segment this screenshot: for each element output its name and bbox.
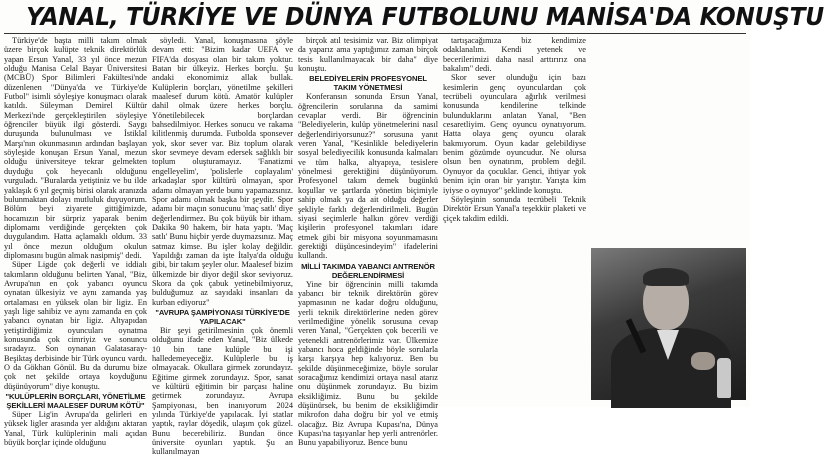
subheading: "KULÜPLERİN BORÇLARI, YÖNETİLME ŞEKİLLERİ MAALESEF DURUM KÖTÜ" [5,392,146,411]
paragraph: Konferansın sonunda Ersun Yanal, öğrencilerin sorularına da samimi cevaplar verdi. Bir öğrencinin "Belediyelerin, kulüp yönetmelerini nasıl değerlendiriyorsunuz?" sorusuna yanıt veren Yanal, "Kesinlikle belediyelerin sosyal belediyecilik konusunda kalmaları ve tüm halka, altyapıya, tesislere yönelmesi gerektiğini düşünüyorum. Profesyonel takım demek bugünkü koşullar ve şartlarda yönetim biçimiyle sahip olmak ya da ait olduğu değerler şekliyle farklı değerlendirilmeli. Bugün siyasi seçimlerle halkın görev verdiği kişilerin profesyonel takımları idare etmek gibi bir misyona soyunmamasını gerektiği düşüncesindeyim" ifadelerini kullandı. [298,92,438,261]
speaker-photo [591,248,746,400]
photo-hair-shape [643,268,689,286]
paragraph: Bir şeyi getirilmesinin çok önemli olduğunu ifade eden Yanal, "Biz ülkede 10 bin tane kulüple bu işi halledemeyeceğiz. Kulüplerle bu iş olmayacak. Okullara girmek zorundayız. Eğitime girmek zorundayız. Spor, sanat ve kültürü eğitimin bir parçası haline getirmek zorundayız. Avrupa Şampiyonası, ben inanıyorum 2024 yılında Türkiye'de yapılacak. İyi statlar yaptık, raylar döşedik, ulaşım çok güzel. Bunu becerebiliriz. Bundan önce üniversite oyunları yaptık. Şu an kullanılmayan [152,325,293,457]
paragraph: Türkiye'de başta milli takım olmak üzere birçok kulüpte teknik direktörlük yapan Ersun Yanal, 33 yıl önce mezun olduğu Manisa Celal Bayar Üniversitesi (MCBÜ) Spor Bilimleri Fakültesi'nde düzenlenen "Dünya'da ve Türkiye'de Futbol" isimli söyleşiye konuşmacı olarak katıldı. Süleyman Demirel Kültür Merkezi'nde gerçekleştirilen söyleşiye öğrenciler büyük ilgi gösterdi. Saygı duruşunda bulunulması ve İstiklal Marşı'nın okunmasının ardından başlayan söyleşide konuşan Ersun Yanal, mezun olduğu üniversiteye tekrar gelmekten duyduğu çok heyecanlı olduğunu vurguladı. "Buralarda yetiştiniz ve bu ilde yaklaşık 6 yıl geçmiş birisi olarak aranızda bulunmaktan dolayı mutluluk duyuyorum. Bölüm beyi ziyarete gittiğimizde, hocamızın bir sürpriz yaparak benim diplomamı verdiğinde gerçekten çok duygulandım. Hatta açlamaklı oldum. 33 yıl önce mezun olduğum okulun diplomasını bugün almak nasipmiş" dedi. [4,36,147,260]
column-3 [298,36,438,448]
paragraph: Söyleşinin sonunda tecrübeli Teknik Direktör Ersun Yanal'a teşekkür plaketi ve çiçek takdim edildi. [443,194,586,223]
water-bottle-icon [717,358,731,398]
subheading: MİLLİ TAKIMDA YABANCI ANTRENÖR DEĞERLENDİRMESİ [301,261,435,280]
subheading: "AVRUPA ŞAMPİYONASI TÜRKİYE'DE YAPILACAK" [155,307,290,326]
paragraph: birçok atıl tesisimiz var. Biz olimpiyat da yaparız ama yaptığımız zaman birçok tesis kullanılmayacak bir daha" diye konuştu. [298,36,438,74]
column-2 [152,36,293,457]
headline: YANAL, TÜRKİYE VE DÜNYA FUTBOLUNU MANİSA'DA KONUŞTU [26,2,824,31]
photo-hand-shape [691,352,715,370]
paragraph: Skor sever olunduğu için bazı kesimlerin genç oyunculardan çok tecrübeli oyunculara ağırlık verilmesi konusunda kendilerine telkinde bulunduklarını anlatan Yanal, "Ben cesaretliyim. Genç oyuncu oynatıyorum. Hatta olaya genç oyuncu olarak bakmıyorum. Oyun kadar gelebildiyse benim gözümde oyuncudur. Ne olursa olsun ben oynatırım, problem değil. Oynuyor da çocuklar. Genci, ihtiyar yok benim için oran bir yarıştır. Yarışta kim iyiyse o oynuyor" şeklinde konuştu. [443,73,586,195]
paragraph: Süper Ligde çok değerli ve iddialı takımların olduğunu belirten Yanal, "Biz, Avrupa'nın en çok yabancı oyuncu oynatan ülkesiyiz ve aynı zamanda yaş ortalaması en yüksek olan bir ligiz. En yaşlı lige sahibiz ve aynı zamanda en çok yabancı oynatan bir ligiz. Altyapıdan yetiştirdiğimiz oyuncuları oynatma konusunda çok cimriyiz ve sonuncu sıradayız. Son oynanan Galatasaray-Beşiktaş derbisinde bir Türk oyuncu vardı. O da Gökhan Gönül. Bu da durumu bize çok net şekilde ortaya koyduğunu düşünüyorum" diye konuştu. [4,260,147,391]
paragraph: Süper Lig'in Avrupa'da gelirleri en yüksek ligler arasında yer aldığını aktaran Yanal, Türk kulüplerinin mali açıdan büyük borçlar içinde olduğunu [4,410,147,448]
subheading: BELEDİYELERİN PROFESYONEL TAKIM YÖNETMESİ [309,74,427,93]
paragraph: söyledi. Yanal, konuşmasına şöyle devam etti: "Bizim kadar UEFA ve FIFA'da dosyası olan bir takım yoktur. Batan bir ülkeyiz. Herkes borçlu. Şu andaki ekonomimiz allak bullak. Kulüplerin borçları, yönetilme şekilleri maalesef durum kötü. Amatör kulüpler dahil olmak üzere herkes borçlu. Yönetilebilecek borçlardan bahsedilmiyor. Herkes sonucu ve rakama kilitlenmiş durumda. Futbolda sponsever yok, skor sever var. Biz toplum olarak skor sevmeye devam edersek sağlıklı bir toplum oluşturamayız. 'Fanatizmi engelleyelim', 'polislerle coplayalım' arkadaşlar spor kültürü olmayan, spor adamı olmayan yerde bunu yapamazsınız. Spor adamı olmak başka bir şeydir. Spor adamı bir maçın sonucunu 'maç satlı' diye değerlendirmez. Bu çok büyük bir itham. Dakika 90 hakem, bir hata yaptı. 'Maç satlı' Bunu hiçbir yerde duymazsınız. Maç satmaz kimse. Bu işler kolay değildir. Yapıldığı zaman da işte İtalya'da olduğu gibi, bir takım şeyler olur. Maalesef bizim ülkemizde bir diyor değil skor seviyoruz. Skora da çok çabuk yetinebilmiyoruz, bulduğumuz az sayıdaki insanları da kurban ediyoruz" [152,36,293,307]
paragraph: Yine bir öğrencinin milli takımda yabancı bir teknik direktörün görev yapmasının ne kadar doğru olduğunu, yerli teknik direktörlerine neden görev verilmediğine yönelik sorusuna cevap veren Yanal, "Gerçekten çok becerili ve yetenekli antrenörlerimiz var. Ülkemize yabancı hoca geldiğinde böyle sorularla karşı karşıya hep kalıyoruz. Ben bu şekilde düşünmeceğimize, böyle sorular soracağımız kendimizi ortaya nasıl atarız onu düşünmek zorundayız. Bu bizim eksikliğimiz. Bunu bu şekilde düşünürsek, bu benim de eksikliğimdir mikrofon daha doğru bir yol ve etmiş olacağız. Biz Avrupa Kupası'na, Dünya Kupası'na taşıyanlar hep yerli antrenörler. Bunu yapabiliyoruz. Bence bunu [298,279,438,448]
headline-rule [4,33,746,34]
column-1 [4,36,147,448]
column-4 [443,36,586,404]
paragraph: tartışacağımıza biz kendimize odaklanalım. Kendi yetenek ve becerilerimizi daha nasıl arttırırız ona bakalım" dedi. [443,36,586,74]
